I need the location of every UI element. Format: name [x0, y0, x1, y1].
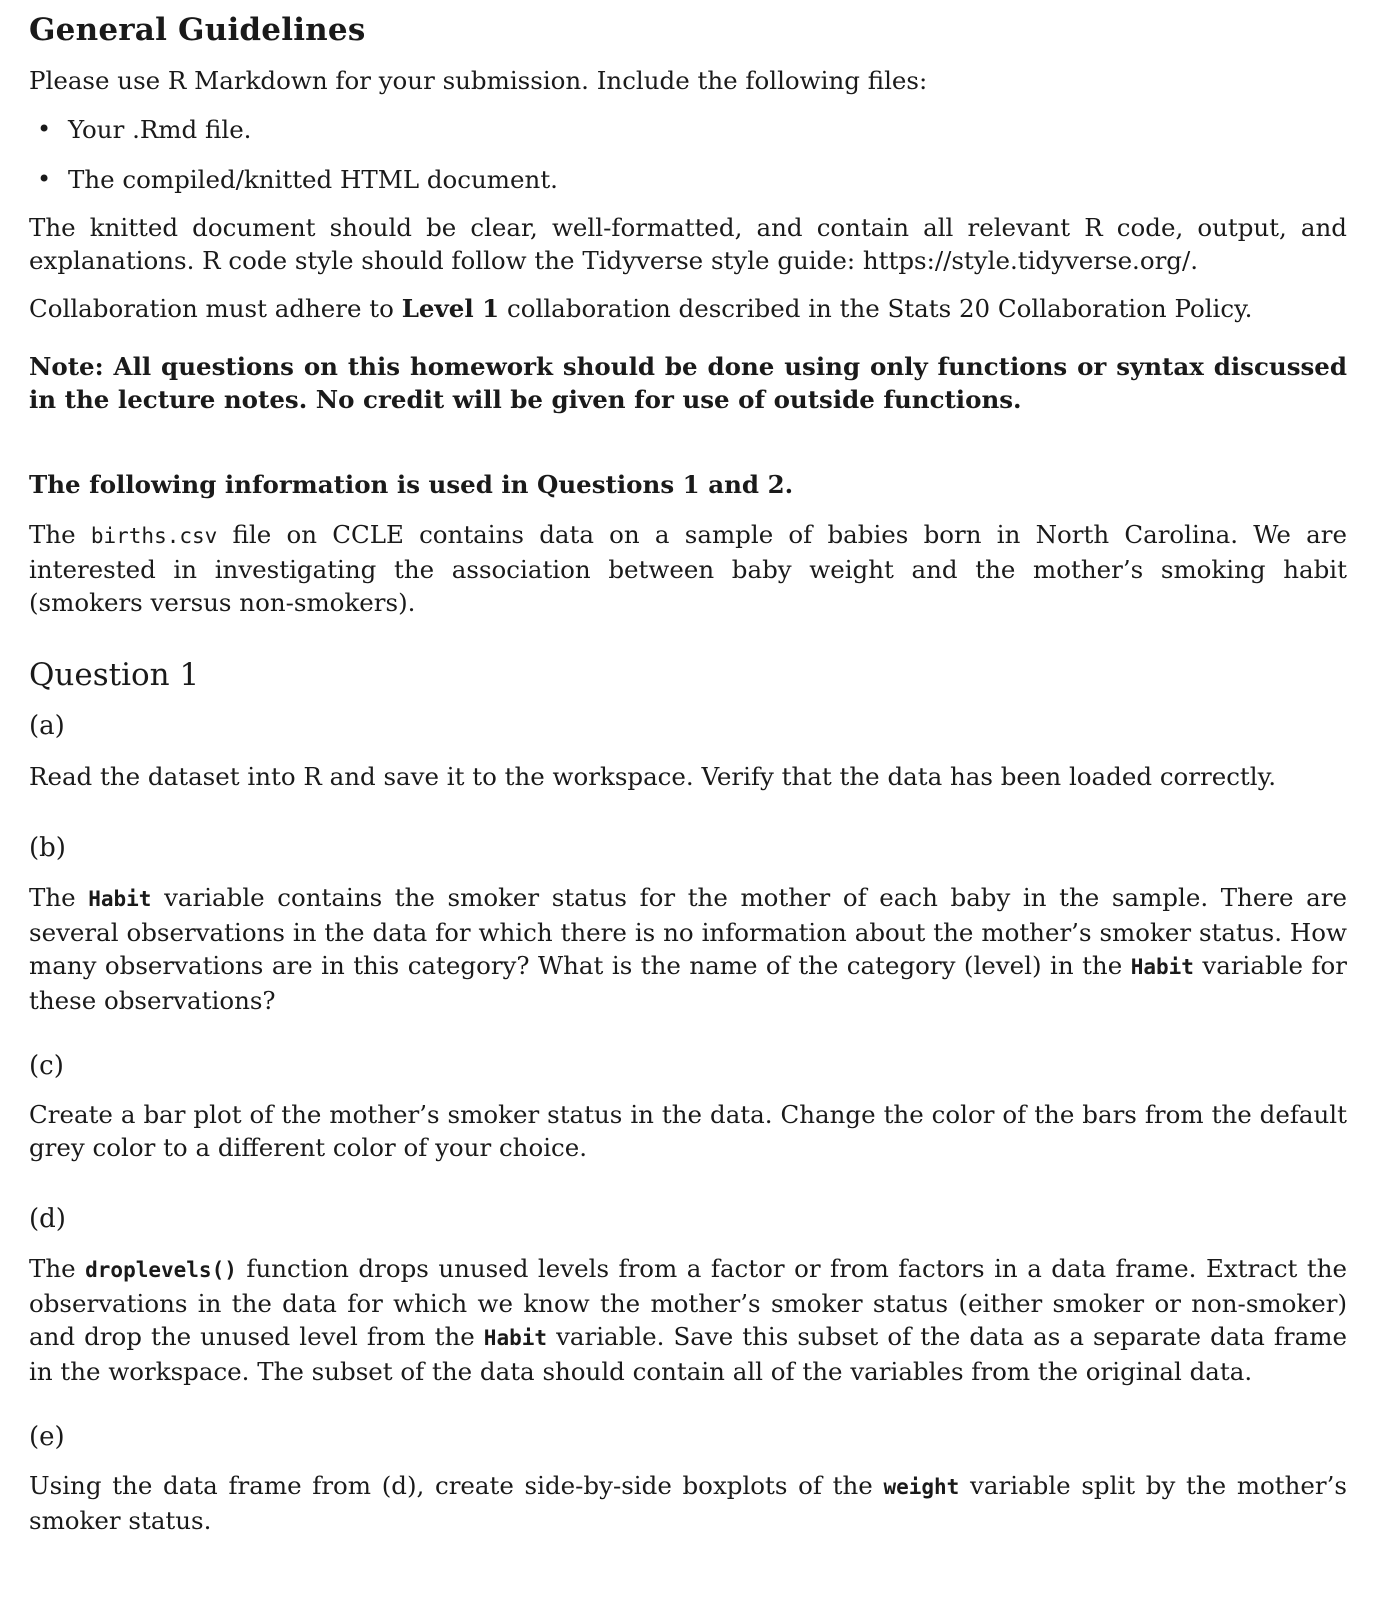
- part-d-label: (d): [29, 1204, 66, 1234]
- part-b-after: variable for these observations?: [29, 951, 1347, 1015]
- part-d-text: [29, 1252, 1347, 1388]
- homework-note: Note: All questions on this homework should be done using only functions or syntax discussed in the lecture notes. No credit will be given for use of outside functions.: [29, 352, 1347, 414]
- part-d-after: variable. Save this subset of the data as a separate data frame in the workspace. The subset of the data should contain all of the variables from the original data.: [29, 1322, 1347, 1386]
- info-heading: The following information is used in Questions 1 and 2.: [29, 470, 794, 499]
- bullet-icon: •: [37, 115, 52, 143]
- habit-code: Habit: [88, 887, 152, 911]
- part-d-before: The: [29, 1254, 76, 1283]
- part-c-label: (c): [29, 1051, 64, 1081]
- births-file-code: births.csv: [90, 524, 218, 548]
- list-item-text: The compiled/knitted HTML document.: [68, 165, 558, 194]
- info-paragraph: [29, 518, 1347, 619]
- collab-after: collaboration described in the Stats 20 Collaboration Policy.: [507, 294, 1253, 323]
- part-c-text: Create a bar plot of the mother’s smoker status in the data. Change the color of the bars from the default grey color to a different color of your choice.: [29, 1100, 1347, 1162]
- part-e-label: (e): [29, 1422, 65, 1452]
- part-e-text: [29, 1469, 1347, 1537]
- part-a-label: (a): [29, 711, 65, 741]
- part-b-mid: variable contains the smoker status for the mother of each baby in the sample. There are several observations in the data for which there is no information about the mother’s smoker status. How many observations are in this category? What is the name of the category (level) in the: [29, 883, 1347, 980]
- bullet-icon: •: [37, 165, 52, 193]
- guidelines-intro: Please use R Markdown for your submission. Include the following files:: [29, 66, 928, 95]
- file-list: [29, 113, 1347, 193]
- info-after: file on CCLE contains data on a sample of babies born in North Carolina. We are interested in investigating the association between baby weight and the mother’s smoking habit (smokers versus non-smokers).: [29, 520, 1347, 617]
- list-item-text: Your .Rmd file.: [68, 115, 252, 144]
- part-b-label: (b): [29, 833, 66, 863]
- collab-before: Collaboration must adhere to: [29, 294, 394, 323]
- habit-code: Habit: [1130, 955, 1194, 979]
- part-a-text: Read the dataset into R and save it to the workspace. Verify that the data has been loaded correctly.: [29, 762, 1276, 791]
- part-d-mid: function drops unused levels from a factor or from factors in a data frame. Extract the observations in the data for which we know the mother’s smoker status (either smoker or non-smoker) and drop the unused level from the: [29, 1254, 1348, 1351]
- habit-code: Habit: [483, 1326, 548, 1350]
- part-e-after: variable split by the mother’s smoker status.: [29, 1471, 1348, 1535]
- part-b-before: The: [29, 883, 76, 912]
- weight-code: weight: [883, 1475, 960, 1499]
- collaboration-policy: [29, 292, 1347, 325]
- part-b-text: [29, 881, 1347, 1017]
- part-e-before: Using the data frame from (d), create side-by-side boxplots of the: [29, 1471, 873, 1500]
- guidelines-title: General Guidelines: [29, 12, 366, 48]
- info-before: The: [29, 520, 76, 549]
- collab-level: Level 1: [401, 294, 500, 323]
- knitted-note: The knitted document should be clear, well-formatted, and contain all relevant R code, output, and explanations. R code style should follow the Tidyverse style guide: https://style.tidyverse.org/.: [29, 213, 1347, 275]
- question1-title: Question 1: [29, 657, 200, 693]
- droplevels-code: droplevels(): [85, 1258, 237, 1282]
